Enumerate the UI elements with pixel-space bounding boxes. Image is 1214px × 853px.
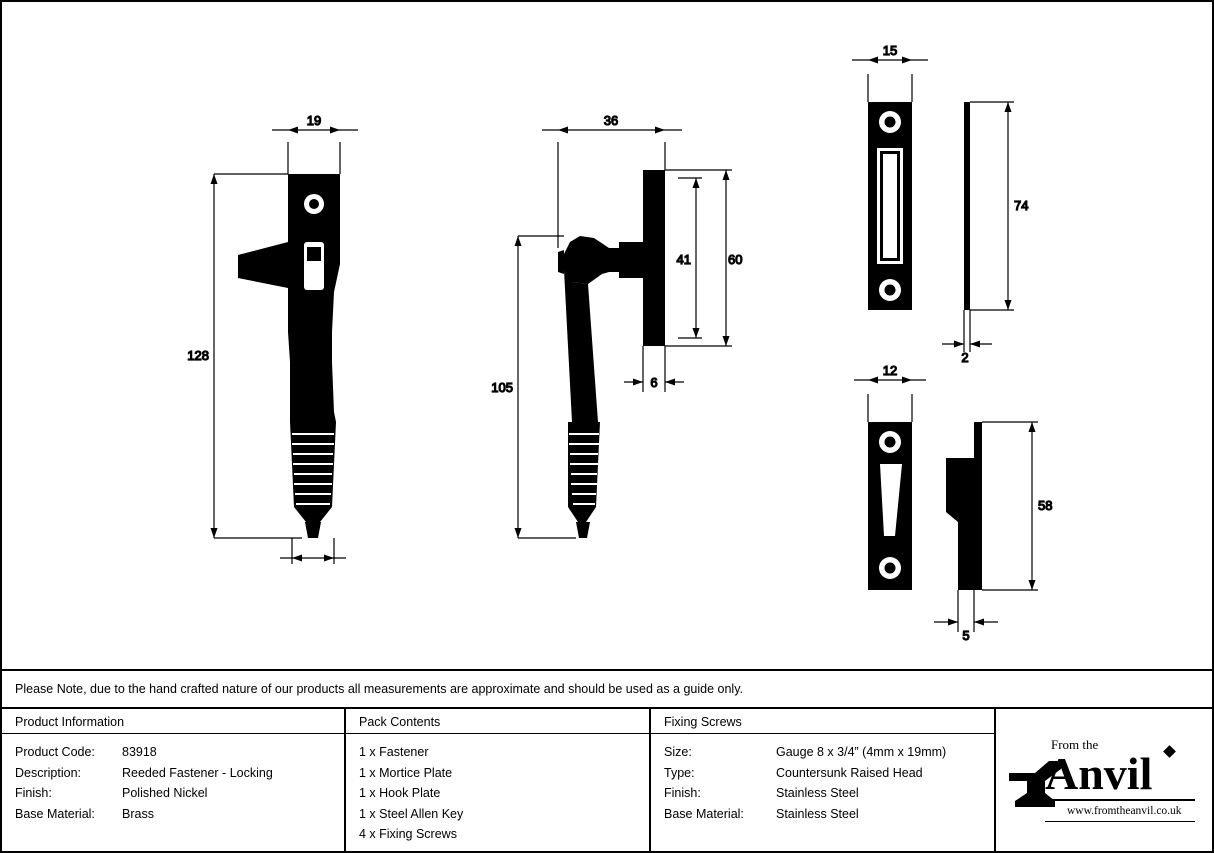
measurement-note-text: Please Note, due to the hand crafted nature of our products all measurements are approximate and should be used as a guide only. xyxy=(15,682,744,696)
dim-label-74: 74 xyxy=(1014,198,1029,213)
product-information-column xyxy=(2,709,346,851)
dim-label-105: 105 xyxy=(491,380,513,395)
info-value: 83918 xyxy=(122,745,157,759)
info-value: Stainless Steel xyxy=(776,806,859,821)
info-key: Base Material: xyxy=(15,806,95,821)
info-value: Brass xyxy=(122,806,154,821)
info-value: Reeded Fastener - Locking xyxy=(122,765,273,780)
info-key: Finish: xyxy=(664,786,701,801)
info-row xyxy=(15,783,344,804)
info-block xyxy=(2,707,1212,851)
info-row xyxy=(15,742,344,763)
info-key: Description: xyxy=(15,765,81,780)
pack-contents-heading: Pack Contents xyxy=(359,715,441,729)
dim-12 xyxy=(854,377,926,423)
product-information-heading: Product Information xyxy=(15,715,125,729)
dim-15 xyxy=(852,57,928,103)
brand-logo-line2: Anvil xyxy=(1045,748,1153,799)
dim-2 xyxy=(942,310,992,352)
fixing-screws-list xyxy=(651,734,994,824)
pack-contents-column xyxy=(346,709,651,851)
dim-19 xyxy=(272,127,358,175)
brand-logo-url: www.fromtheanvil.co.uk xyxy=(1067,805,1182,817)
list-item: 1 x Steel Allen Key xyxy=(359,806,464,821)
info-value: Polished Nickel xyxy=(122,786,208,801)
dim-label-2: 2 xyxy=(961,350,969,365)
dim-label-6: 6 xyxy=(650,375,658,390)
info-key: Product Code: xyxy=(15,745,95,759)
brand-logo-line1: From the xyxy=(1051,737,1099,752)
side-view-geometry xyxy=(558,170,665,538)
dim-label-15: 15 xyxy=(882,43,898,58)
dim-label-60: 60 xyxy=(728,252,743,267)
info-row xyxy=(664,763,994,784)
info-row xyxy=(15,763,344,784)
divider xyxy=(1045,821,1195,822)
technical-drawing-area xyxy=(2,2,1212,669)
dim-74 xyxy=(970,102,1014,310)
front-view-bottom-ticks xyxy=(280,538,346,564)
fixing-screws-column xyxy=(651,709,996,851)
dim-label-19: 19 xyxy=(306,113,322,128)
hook-plate-geometry xyxy=(868,422,982,590)
info-key: Type: xyxy=(664,765,695,780)
info-value: Stainless Steel xyxy=(776,786,859,801)
info-value: Gauge 8 x 3/4” (4mm x 19mm) xyxy=(776,745,947,759)
dim-label-5: 5 xyxy=(962,628,970,643)
product-information-list xyxy=(2,734,344,824)
dim-label-58: 58 xyxy=(1038,498,1053,513)
list-item: 1 x Fastener xyxy=(359,745,429,759)
info-row xyxy=(664,804,994,825)
list-item: 1 x Hook Plate xyxy=(359,786,441,801)
mortice-plate-geometry xyxy=(868,102,970,310)
info-value: Countersunk Raised Head xyxy=(776,765,923,780)
dim-label-36: 36 xyxy=(603,113,619,128)
diamond-icon xyxy=(1163,745,1176,758)
divider xyxy=(1045,799,1195,801)
list-item: 4 x Fixing Screws xyxy=(359,827,457,842)
list-item: 1 x Mortice Plate xyxy=(359,765,453,780)
pack-contents-list xyxy=(346,734,649,845)
dim-5 xyxy=(934,590,998,632)
brand-logo-column xyxy=(996,709,1210,851)
info-key: Base Material: xyxy=(664,806,744,821)
brand-logo xyxy=(996,709,1210,851)
front-view-geometry xyxy=(238,174,340,538)
info-row xyxy=(664,742,994,763)
drawing-svg xyxy=(2,2,1212,669)
info-row xyxy=(15,804,344,825)
dim-label-128: 128 xyxy=(187,348,209,363)
dim-60 xyxy=(665,170,732,346)
info-key: Finish: xyxy=(15,786,52,801)
dim-label-12: 12 xyxy=(882,363,898,378)
info-key: Size: xyxy=(664,745,692,759)
dim-58 xyxy=(982,422,1038,590)
fixing-screws-heading: Fixing Screws xyxy=(664,715,742,729)
dim-label-41: 41 xyxy=(676,252,691,267)
info-row xyxy=(664,783,994,804)
measurement-note xyxy=(2,669,1212,707)
